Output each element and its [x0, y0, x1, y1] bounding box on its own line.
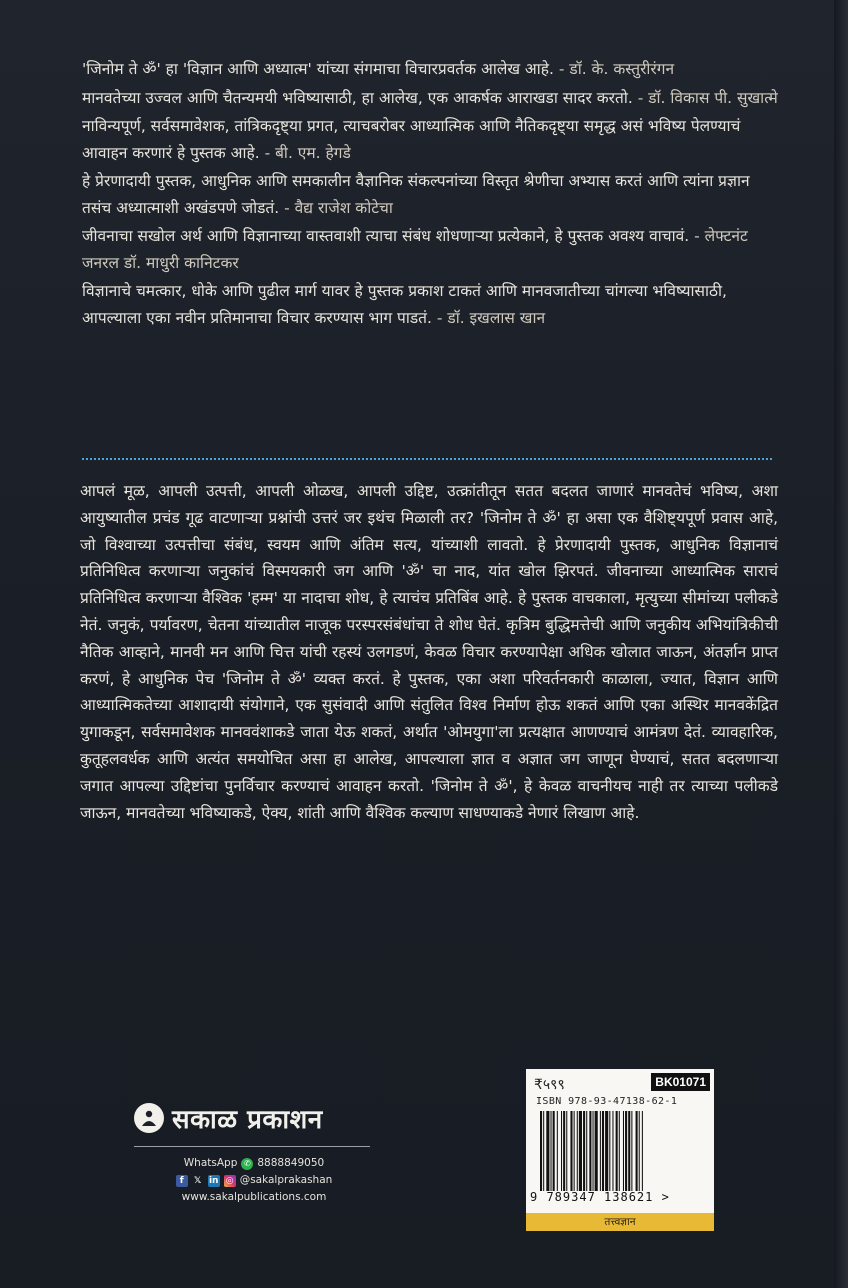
barcode-bar	[579, 1111, 582, 1191]
endorsement-attribution: - लेफ्टनंट जनरल डॉ. माधुरी कानिटकर	[82, 227, 748, 272]
endorsement-attribution: - डॉ. के. कस्तुरीरंगन	[558, 60, 675, 78]
barcode-bar	[546, 1111, 549, 1191]
book-code: BK01071	[651, 1073, 710, 1091]
barcode-bar	[574, 1111, 575, 1191]
barcode-bar	[623, 1111, 624, 1191]
x-icon[interactable]: 𝕏	[194, 1175, 202, 1186]
barcode-bar	[586, 1111, 587, 1191]
barcode-bar	[609, 1111, 610, 1191]
publisher-block	[134, 1100, 372, 1206]
barcode-bar	[589, 1111, 591, 1191]
endorsement-quote: नाविन्यपूर्ण, सर्वसमावेशक, तांत्रिकदृष्ट्या प्रगत, त्याचबरोबर आध्यात्मिक आणि नैतिकदृष्ट्या समृद्ध असं भविष्य पेलण्याचं आवाहन करणारं हे पुस्तक आहे. - बी. एम. हेगडे	[82, 117, 741, 162]
barcode-bar	[566, 1111, 567, 1191]
barcode-bar	[600, 1111, 601, 1191]
whatsapp-row	[154, 1155, 354, 1172]
barcode-bar	[602, 1111, 604, 1191]
barcode-bar	[543, 1111, 544, 1191]
publisher-logo	[134, 1100, 372, 1136]
barcode-bar	[605, 1111, 608, 1191]
barcode-bar	[540, 1111, 542, 1191]
barcode-bar	[557, 1111, 558, 1191]
barcode-bar	[639, 1111, 640, 1191]
barcode-bar	[625, 1111, 627, 1191]
barcode-bar	[616, 1111, 618, 1191]
sakal-logo-icon	[134, 1103, 164, 1133]
whatsapp-label: WhatsApp	[183, 1157, 238, 1169]
barcode-label	[526, 1069, 714, 1231]
spine-edge	[834, 0, 848, 1288]
barcode-bar	[577, 1111, 578, 1191]
whatsapp-icon: ✆	[241, 1158, 253, 1170]
endorsement-quote: विज्ञानाचे चमत्कार, धोके आणि पुढील मार्ग यावर हे पुस्तक प्रकाश टाकतं आणि मानवजातीच्या चांगल्या भविष्यासाठी, आपल्याला एका नवीन प्रतिमानाचा विचार करण्यास भाग पाडतं. - डॉ. इखलास खान	[82, 282, 727, 327]
endorsement-attribution: - डॉ. इखलास खान	[436, 308, 546, 327]
facebook-icon[interactable]: f	[176, 1175, 188, 1187]
price: ₹५९९	[534, 1077, 565, 1093]
barcode-bar	[561, 1111, 562, 1191]
barcode-number: 9 789347 138621 >	[530, 1190, 670, 1204]
publisher-name: सकाळ प्रकाशन	[172, 1105, 323, 1135]
website-row	[154, 1189, 354, 1206]
instagram-icon[interactable]: ◎	[224, 1175, 236, 1187]
barcode-bar	[619, 1111, 620, 1191]
barcode-bar	[551, 1111, 552, 1191]
endorsement-quote: मानवतेच्या उज्वल आणि चैतन्यमयी भविष्यासाठी, हा आलेख, एक आकर्षक आराखडा सादर करतो. - डॉ. विकास पी. सुखात्मे	[82, 88, 778, 107]
social-handle[interactable]: @sakalprakashan	[239, 1174, 333, 1186]
barcode-bar	[563, 1111, 565, 1191]
social-row	[154, 1172, 354, 1189]
isbn-text: ISBN 978-93-47138-62-1	[536, 1096, 678, 1107]
dotted-divider	[82, 458, 772, 460]
publisher-contact	[154, 1155, 354, 1206]
publisher-rule	[134, 1146, 370, 1147]
barcode-bar	[636, 1111, 638, 1191]
barcode-bar	[570, 1111, 572, 1191]
barcode-bar	[553, 1111, 555, 1191]
website-link[interactable]: www.sakalpublications.com	[181, 1191, 327, 1203]
endorsement-attribution: - डॉ. विकास पी. सुखात्मे	[637, 88, 778, 107]
barcode-bar	[595, 1111, 598, 1191]
barcode-bar	[612, 1111, 613, 1191]
barcode-bar	[583, 1111, 585, 1191]
book-blurb: आपलं मूळ, आपली उत्पत्ती, आपली ओळख, आपली उद्दिष्ट, उत्क्रांतीतून सतत बदलत जाणारं मानवतेचं भविष्य, अशा आयुष्यातील प्रचंड गूढ वाटणाऱ्या प्रश्नांची उत्तरं जर इथंच मिळाली तर? 'जिनोम ते ॐ' हा असा एक वैशिष्ट्यपूर्ण प्रवास आहे, जो विश्वाच्या उत्पत्तीचा संबंध, स्वयम आणि अंतिम सत्य, यांच्याशी लावतो. हे प्रेरणादायी पुस्तक, आधुनिक विज्ञानाचं प्रतिनिधित्व करणाऱ्या जनुकांचं विस्मयकारी जग आणि 'ॐ' चा नाद, यांत खोल झिरपतं. जीवनाच्या आध्यात्मिक साराचं प्रतिनिधित्व करणाऱ्या वैश्विक 'हम्म' या नादाचा शोध, हे त्याचंच प्रतिबिंब आहे. हे पुस्तक वाचकाला, मृत्युच्या सीमांच्या पलीकडे नेतं. जनुकं, पर्यावरण, चेतना यांच्यातील नाजूक परस्परसंबंधांचा ते शोध घेतं. कृत्रिम बुद्धिमत्तेची आणि जनुकीय अभियांत्रिकीची नैतिक आव्हाने, मानवी मन आणि चित्त यांची रहस्यं उलगडणं, केवळ विचार करण्यापेक्षा अधिक खोलात जाऊन, अंतर्ज्ञान प्राप्त करणं, हे आधुनिक पेच 'जिनोम ते ॐ' व्यक्त करतं. हे पुस्तक, एका अशा परिवर्तनकारी काळाला, ज्यात, विज्ञान आणि आध्यात्मिकतेच्या आशादायी संयोगाने, एक सुसंवादी आणि संतुलित विश्व निर्माण होऊ शकतं आणि एका अस्थिर मानवकेंद्रित युगाकडून, सर्वसमावेशक मानववंशाकडे जाता येऊ शकतं, अर्थात 'ओमयुगा'ला प्रत्यक्षात आणण्याचं आमंत्रण देतं. व्यावहारिक, कुतूहलवर्धक आणि अत्यंत समयोचित असा हा आलेख, आपल्याला ज्ञात व अज्ञात जग जाणून घेण्याचं, सतत बदलणाऱ्या जगात आपल्या उद्दिष्टांचा पुनर्विचार करण्याचं आवाहन करतो. 'जिनोम ते ॐ', हे केवळ वाचनीयच नाही तर त्याच्या पलीकडे जाऊन, मानवतेच्या भविष्याकडे, ऐक्य, शांती आणि वैश्विक कल्याण साधण्याकडे नेणारं लिखाण आहे.	[80, 482, 778, 822]
barcode-bar	[628, 1111, 630, 1191]
barcode-bars	[540, 1111, 704, 1191]
endorsement-quote: 'जिनोम ते ॐ' हा 'विज्ञान आणि अध्यात्म' यांच्या संगमाचा विचारप्रवर्तक आलेख आहे. - डॉ. के. कस्तुरीरंगन	[82, 60, 675, 78]
linkedin-icon[interactable]: in	[208, 1175, 219, 1186]
endorsement-quote: हे प्रेरणादायी पुस्तक, आधुनिक आणि समकालीन वैज्ञानिक संकल्पनांच्या विस्तृत श्रेणीचा अभ्यास करतं आणि त्यांना प्रज्ञान तसंच अध्यात्माशी अखंडपणे जोडतं. - वैद्य राजेश कोटेचा	[82, 172, 750, 217]
barcode-bar	[631, 1111, 632, 1191]
endorsements	[82, 56, 778, 333]
endorsement-attribution: - वैद्य राजेश कोटेचा	[284, 198, 393, 217]
whatsapp-number[interactable]: 8888849050	[257, 1157, 325, 1169]
category-band: तत्त्वज्ञान	[526, 1213, 714, 1231]
endorsement-attribution: - बी. एम. हेगडे	[264, 143, 351, 162]
endorsement-quote: जीवनाचा सखोल अर्थ आणि विज्ञानाच्या वास्तवाशी त्याचा संबंध शोधणाऱ्या प्रत्येकाने, हे पुस्तक अवश्य वाचावं. - लेफ्टनंट जनरल डॉ. माधुरी कानिटकर	[82, 227, 748, 272]
barcode-bar	[642, 1111, 643, 1191]
barcode-bar	[593, 1111, 594, 1191]
